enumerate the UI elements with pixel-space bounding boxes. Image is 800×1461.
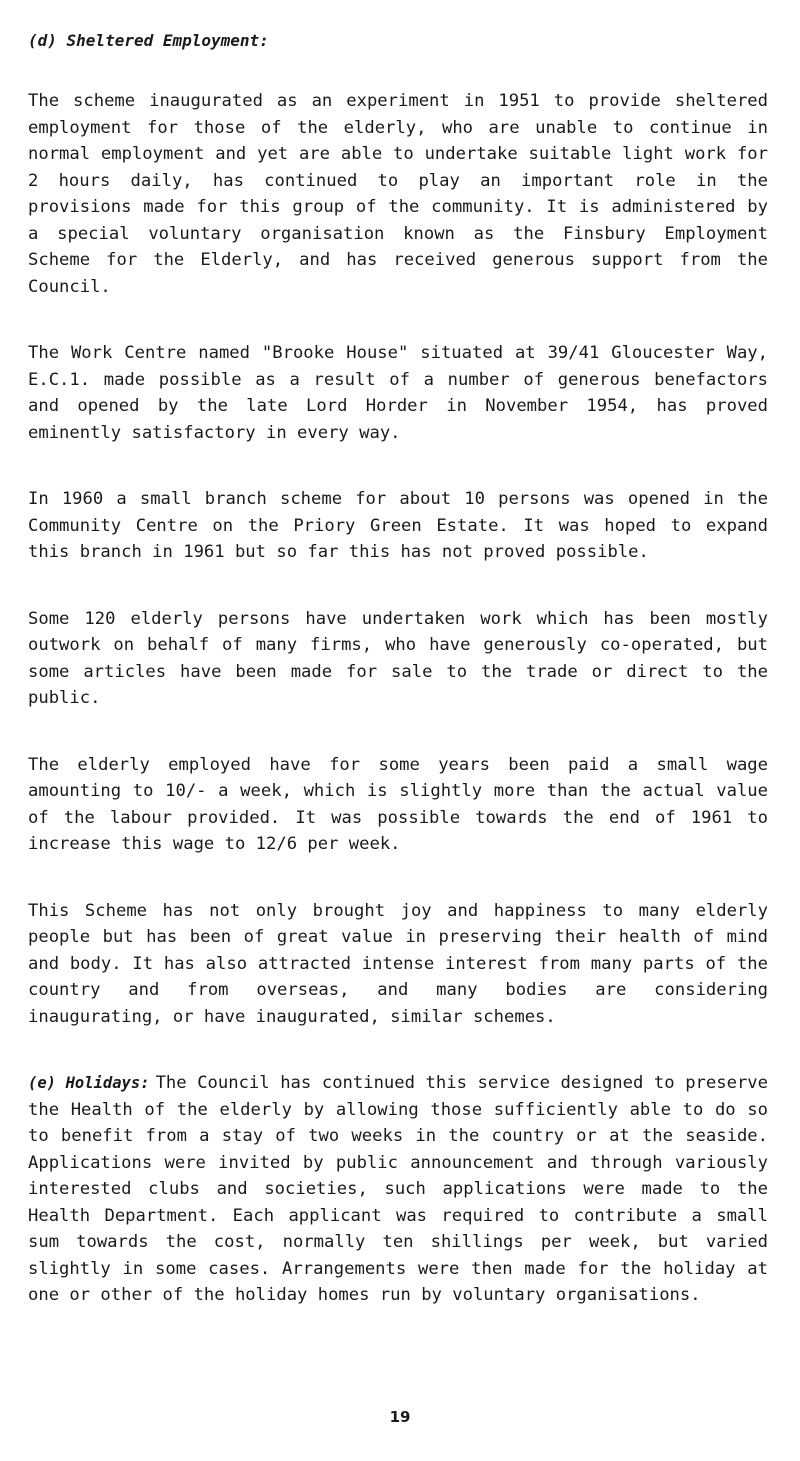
paragraph-scheme-intro: The scheme inaugurated as an experiment in 1951 to provide sheltered employment for those of the elderly, who are unable to continue in normal employment and yet are able to undertake suitable light work for 2 hours daily, has continued to play an important role in the provisions made for this group of the community. It is administered by a special voluntary organisation known as the Finsbury Employment Scheme for the Elderly, and has received generous support from the Council. bbox=[28, 91, 768, 297]
section-label-holidays: (e) Holidays: bbox=[28, 1074, 150, 1092]
paragraph-work-centre: The Work Centre named "Brooke House" situated at 39/41 Gloucester Way, E.C.1. made possible as a result of a number of generous benefactors and opened by the late Lord Horder in November 1954, has proved eminently satisfactory in every way. bbox=[28, 343, 768, 443]
paragraph-scheme-value: This Scheme has not only brought joy and happiness to many elderly people but has been of great value in preserving their health of mind and body. It has also attracted intense interest from many parts of the country and from overseas, and many bodies are considering inaugurating, or have inaugurated, similar schemes. bbox=[28, 900, 768, 1027]
section-heading-sheltered-employment: (d) Sheltered Employment: bbox=[28, 31, 269, 50]
holidays-text: The Council has continued this service designed to preserve the Health of the elderly by allowing those sufficiently able to do so to benefit from a stay of two weeks in the country or at the seaside. Applications were invited by public announcement and through variously interested clubs and societies, such applications were made to the Health Department. Each applicant was required to contribute a small sum towards the cost, normally ten shillings per week, but varied slightly in some cases. Arrangements were then made for the holiday at one or other of the holiday homes run by voluntary organisations. bbox=[28, 1073, 768, 1305]
paragraph-wages: The elderly employed have for some years been paid a small wage amounting to 10/- a week, which is slightly more than the actual value of the labour provided. It was possible towards the end of 1961 to increase this wage to 12/6 per week. bbox=[28, 754, 768, 854]
paragraph-outwork: Some 120 elderly persons have undertaken work which has been mostly outwork on behalf of many firms, who have generously co-operated, but some articles have been made for sale to the trade or direct to the public. bbox=[28, 608, 768, 708]
paragraph-holidays bbox=[28, 1070, 768, 1309]
page-number: 19 bbox=[389, 1408, 411, 1426]
paragraph-branch-scheme: In 1960 a small branch scheme for about 10 persons was opened in the Community Centre on the Priory Green Estate. It was hoped to expand this branch in 1961 but so far this has not proved possible. bbox=[28, 489, 768, 562]
